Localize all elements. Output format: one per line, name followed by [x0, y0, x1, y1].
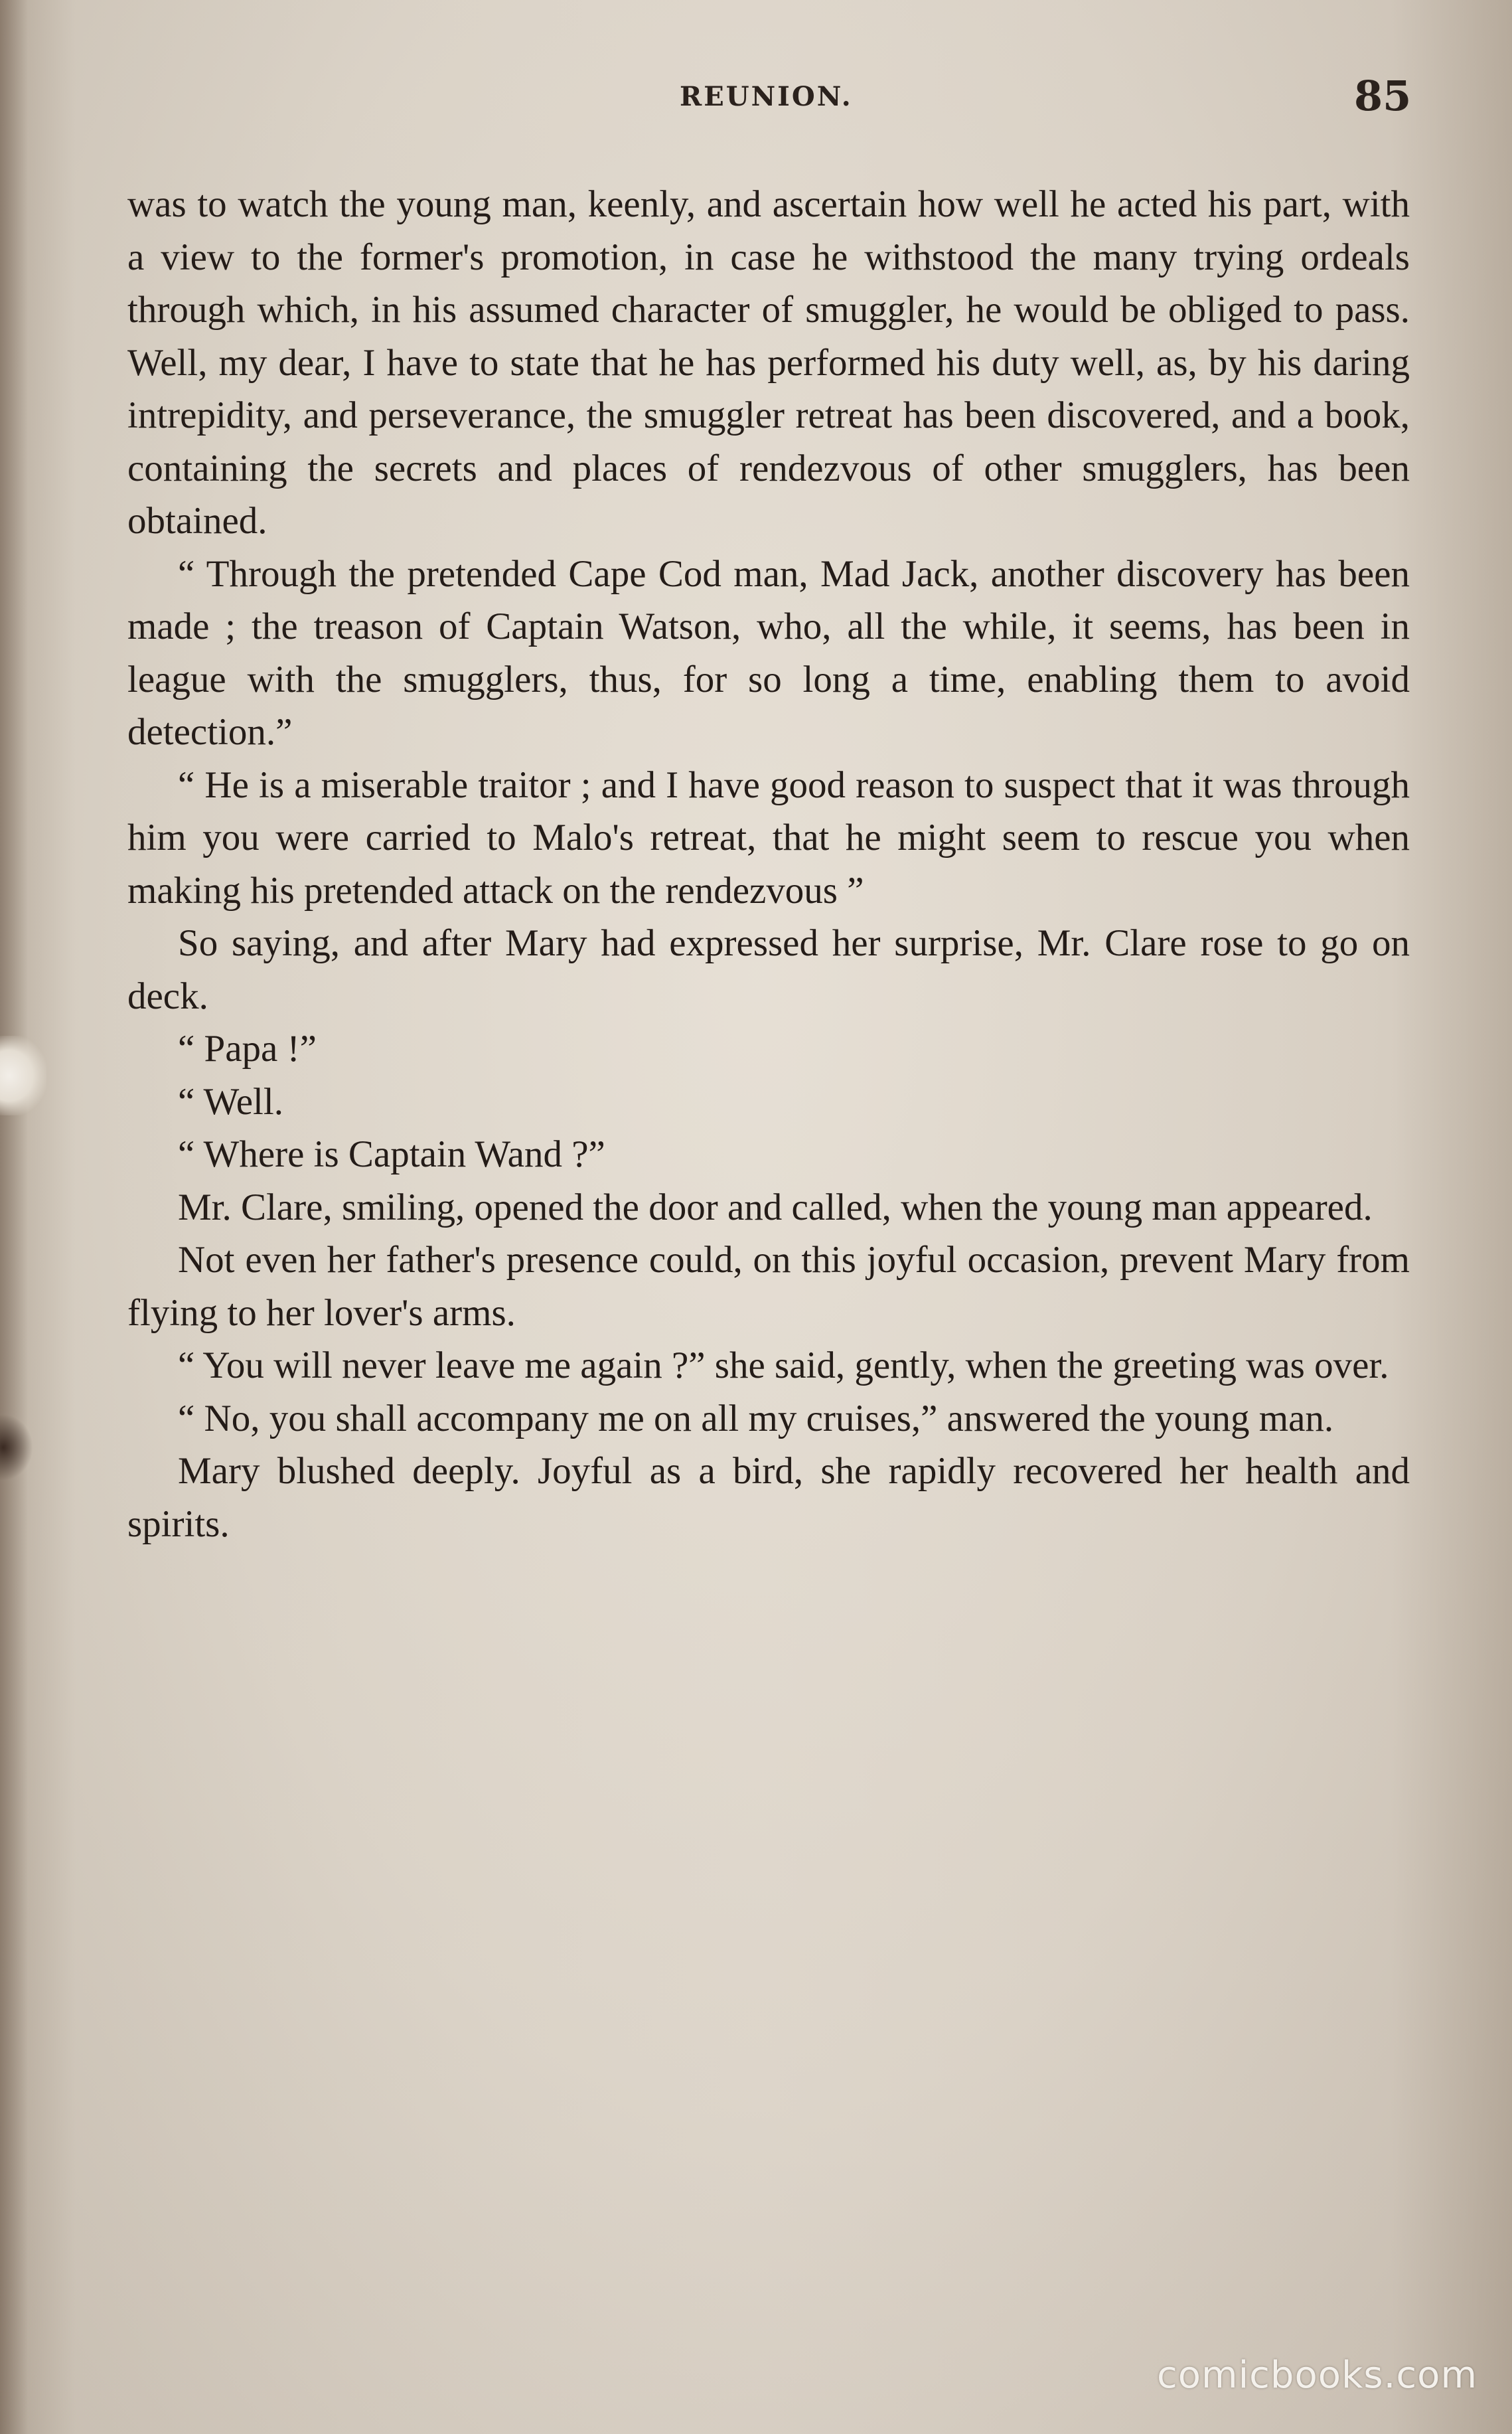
paper-damage-mark: [0, 1414, 33, 1481]
paper-damage-mark: [0, 1036, 46, 1115]
paragraph: “ You will never leave me again ?” she said, gently, when the greeting was over.: [178, 1344, 1389, 1386]
paragraph: “ Well.: [178, 1080, 283, 1123]
paragraph: “ No, you shall accompany me on all my cruises,” answered the young man.: [178, 1397, 1334, 1439]
page-number: 85: [1354, 72, 1412, 120]
watermark: comicbooks.com: [1156, 2354, 1477, 2397]
paragraph: Not even her father's presence could, on this joyful occasion, prevent Mary from flying to her lover's arms.: [127, 1239, 1410, 1334]
paragraph: “ Papa !”: [178, 1028, 317, 1070]
body-text: [127, 178, 1410, 1550]
paragraph: So saying, and after Mary had expressed her surprise, Mr. Clare rose to go on deck.: [127, 922, 1410, 1017]
paragraph: Mr. Clare, smiling, opened the door and called, when the young man appeared.: [178, 1186, 1373, 1228]
running-head: REUNION.: [680, 81, 853, 112]
paragraph: “ Through the pretended Cape Cod man, Mad Jack, another discovery has been made ; the treason of Captain Watson, who, all the while, it seems, has been in league with the smugglers, thus, for so long a time, enabling them to avoid detection.”: [127, 552, 1410, 753]
page-header: [0, 72, 1512, 125]
paragraph: “ Where is Captain Wand ?”: [178, 1133, 605, 1175]
paragraph: was to watch the young man, keenly, and ascertain how well he acted his part, with a view to the former's promotion, in case he withstood the many trying ordeals through which, in his assumed character of smuggler, he would be obliged to pass. Well, my dear, I have to state that he has performed his duty well, as, by his daring intrepidity, and perseverance, the smuggler retreat has been discovered, and a book, containing the secrets and places of rendezvous of other smugglers, has been obtained.: [127, 183, 1410, 542]
paragraph: “ He is a miserable traitor ; and I have good reason to suspect that it was through him you were carried to Malo's retreat, that he might seem to rescue you when making his pretended attack on the rendezvous ”: [127, 764, 1410, 912]
paragraph: Mary blushed deeply. Joyful as a bird, she rapidly recovered her health and spirits.: [127, 1450, 1410, 1545]
page-edge-shadow: [0, 0, 28, 2434]
